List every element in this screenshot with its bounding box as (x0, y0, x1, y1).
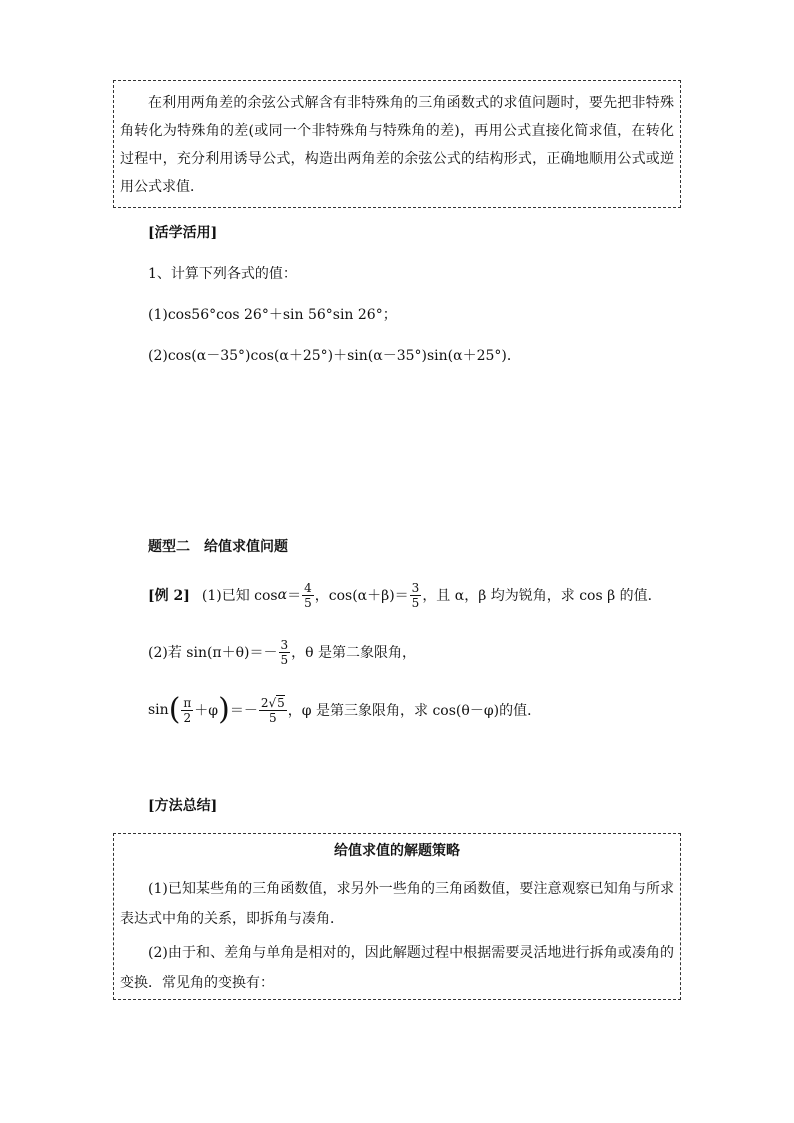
coef: 2 (260, 695, 269, 710)
ex1-mid: ，cos(α＋β)＝ (314, 588, 409, 604)
method-paragraph-1: (1)已知某些角的三角函数值，求另外一些角的三角函数值，要注意观察已知角与所求表达式中角的关系，即拆角与凑角． (120, 881, 674, 927)
fraction-4-5 (302, 581, 314, 610)
frac-num: π (183, 695, 192, 710)
question-1-item-1: (1)cos56°cos 26°＋sin 56°sin 26°； (148, 307, 397, 323)
tip-text: 在利用两角差的余弦公式解含有非特殊角的三角函数式的求值问题时，要先把非特殊角转化为特殊角的差(或同一个非特殊角与特殊角的差)，再用公式直接化简求值，在转化过程中，充分利用诱导公式，构造出两角差的余弦公式的结构形式，正确地顺用公式或逆用公式求值． (120, 95, 674, 195)
example-2-line-3 (148, 688, 541, 732)
radicand: 5 (277, 695, 285, 710)
ex2-suffix: ，θ 是第二象限角， (291, 645, 417, 661)
question-1: 1、计算下列各式的值： (148, 266, 297, 282)
example-2-line-2 (148, 632, 416, 672)
ex3-plus-phi: ＋φ (194, 703, 219, 719)
frac-den: 5 (280, 652, 289, 667)
frac-num: 3 (280, 637, 289, 652)
ex2-prefix: (2)若 sin(π＋θ)＝－ (148, 645, 278, 661)
example-2-line-1 (148, 575, 662, 615)
frac-den: 5 (411, 595, 420, 610)
fraction-3-5-neg (279, 638, 291, 667)
ex1-suffix: ，且 α，β 均为锐角，求 cos β 的值． (422, 588, 662, 604)
fraction-2sqrt5-5 (259, 696, 287, 725)
section-heading: 题型二 给值求值问题 (148, 539, 288, 555)
frac-den: 5 (304, 595, 312, 610)
ex1-eq: ＝ (287, 588, 302, 604)
example-label: [例 2] (148, 588, 190, 604)
tip-box (113, 80, 681, 208)
frac-den: 5 (268, 710, 277, 725)
method-box (113, 833, 681, 1000)
question-1-item-2: (2)cos(α－35°)cos(α＋25°)＋sin(α－35°)sin(α＋25°)． (148, 348, 521, 364)
frac-num (259, 696, 287, 711)
ex1-prefix: (1)已知 cos (201, 588, 278, 604)
left-paren: ( (168, 692, 181, 727)
ex3-eq: ＝－ (229, 703, 258, 719)
method-paragraph-2: (2)由于和、差角与单角是相对的，因此解题过程中根据需要灵活地进行拆角或凑角的变换．常见角的变换有： (120, 945, 674, 991)
fraction-pi-2 (181, 696, 193, 725)
right-paren: ) (218, 692, 230, 727)
frac-num: 4 (304, 580, 312, 595)
ex3-suffix: ，φ 是第三象限角，求 cos(θ－φ)的值． (287, 703, 542, 719)
method-heading: [方法总结] (148, 798, 218, 814)
method-box-title: 给值求值的解题策略 (334, 843, 460, 859)
practice-heading: [活学活用] (148, 225, 218, 241)
fraction-3-5 (410, 581, 422, 610)
ex1-alpha: α (277, 587, 288, 603)
frac-num: 3 (411, 580, 420, 595)
ex3-sin: sin (148, 702, 169, 718)
frac-den: 2 (183, 710, 192, 725)
sqrt-sign: √ (268, 695, 277, 710)
